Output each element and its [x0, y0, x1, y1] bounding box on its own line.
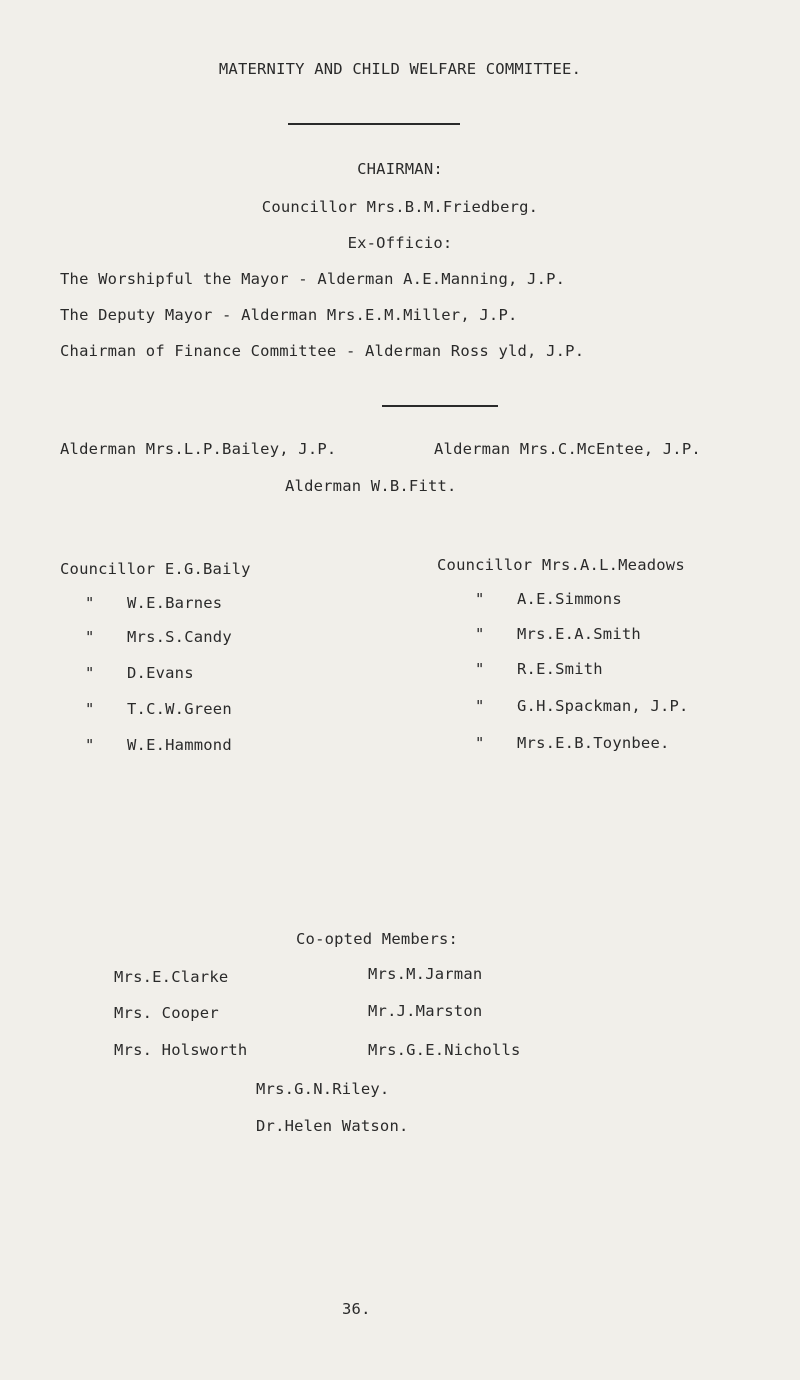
alderman-center: Alderman W.B.Fitt.: [285, 477, 457, 495]
coopted-member: Mrs.G.E.Nicholls: [368, 1041, 521, 1059]
councillor-name: A.E.Simmons: [517, 590, 622, 608]
divider-top: [288, 123, 460, 125]
chairman-heading: CHAIRMAN:: [357, 160, 443, 178]
councillor-name: D.Evans: [127, 664, 194, 682]
ditto-mark: ": [85, 664, 95, 682]
councillor-name: E.G.Baily: [164, 560, 251, 578]
councillor-list-item: [475, 660, 603, 678]
coopted-member: Mr.J.Marston: [368, 1002, 483, 1020]
ditto-mark: ": [85, 700, 95, 718]
ex-officio-heading: Ex-Officio:: [347, 234, 453, 252]
councillor-list-item: [85, 628, 232, 646]
councillor-name: W.E.Barnes: [127, 594, 223, 612]
page-number: 36.: [342, 1300, 371, 1318]
coopted-member: Mrs.E.Clarke: [114, 968, 229, 986]
chairman-name: Councillor Mrs.B.M.Friedberg.: [261, 198, 539, 216]
councillor-list-item: [85, 594, 222, 612]
councillor-name: Mrs.A.L.Meadows: [541, 556, 685, 574]
councillor-list-item: [475, 734, 670, 752]
councillor-name: T.C.W.Green: [127, 700, 232, 718]
coopted-member: Mrs. Holsworth: [114, 1041, 248, 1059]
councillor-list-item: [475, 590, 622, 608]
councillor-list-item: [85, 664, 194, 682]
coopted-member: Mrs.G.N.Riley.: [256, 1080, 390, 1098]
ditto-mark: ": [475, 590, 485, 608]
ex-officio-finance-chairman: Chairman of Finance Committee - Alderman Ross yld, J.P.: [60, 342, 585, 360]
ditto-mark: ": [475, 697, 485, 715]
coopted-heading: Co-opted Members:: [296, 930, 459, 948]
alderman-right: Alderman Mrs.C.McEntee, J.P.: [434, 440, 701, 458]
ditto-mark: ": [85, 594, 95, 612]
councillor-name: W.E.Hammond: [127, 736, 232, 754]
document-title: MATERNITY AND CHILD WELFARE COMMITTEE.: [218, 60, 582, 78]
councillor-name: G.H.Spackman, J.P.: [517, 697, 689, 715]
councillor-list-item: [85, 700, 232, 718]
councillor-prefix: Councillor: [60, 560, 156, 578]
alderman-left: Alderman Mrs.L.P.Bailey, J.P.: [60, 440, 337, 458]
councillor-name: Mrs.S.Candy: [127, 628, 232, 646]
coopted-member: Dr.Helen Watson.: [256, 1117, 409, 1135]
coopted-member: Mrs. Cooper: [114, 1004, 219, 1022]
councillor-list-item: [475, 697, 689, 715]
councillor-name: Mrs.E.B.Toynbee.: [517, 734, 670, 752]
councillor-list-item: [437, 556, 685, 574]
councillor-list-item: [60, 560, 251, 578]
councillor-prefix: Councillor: [437, 556, 533, 574]
councillor-name: Mrs.E.A.Smith: [517, 625, 641, 643]
ditto-mark: ": [475, 660, 485, 678]
ex-officio-mayor: The Worshipful the Mayor - Alderman A.E.Manning, J.P.: [60, 270, 566, 288]
coopted-member: Mrs.M.Jarman: [368, 965, 483, 983]
councillor-name: R.E.Smith: [517, 660, 603, 678]
ditto-mark: ": [85, 628, 95, 646]
ditto-mark: ": [475, 734, 485, 752]
divider-middle: [382, 405, 498, 407]
councillor-list-item: [85, 736, 232, 754]
ditto-mark: ": [85, 736, 95, 754]
ditto-mark: ": [475, 625, 485, 643]
ex-officio-deputy-mayor: The Deputy Mayor - Alderman Mrs.E.M.Miller, J.P.: [60, 306, 518, 324]
councillor-list-item: [475, 625, 641, 643]
